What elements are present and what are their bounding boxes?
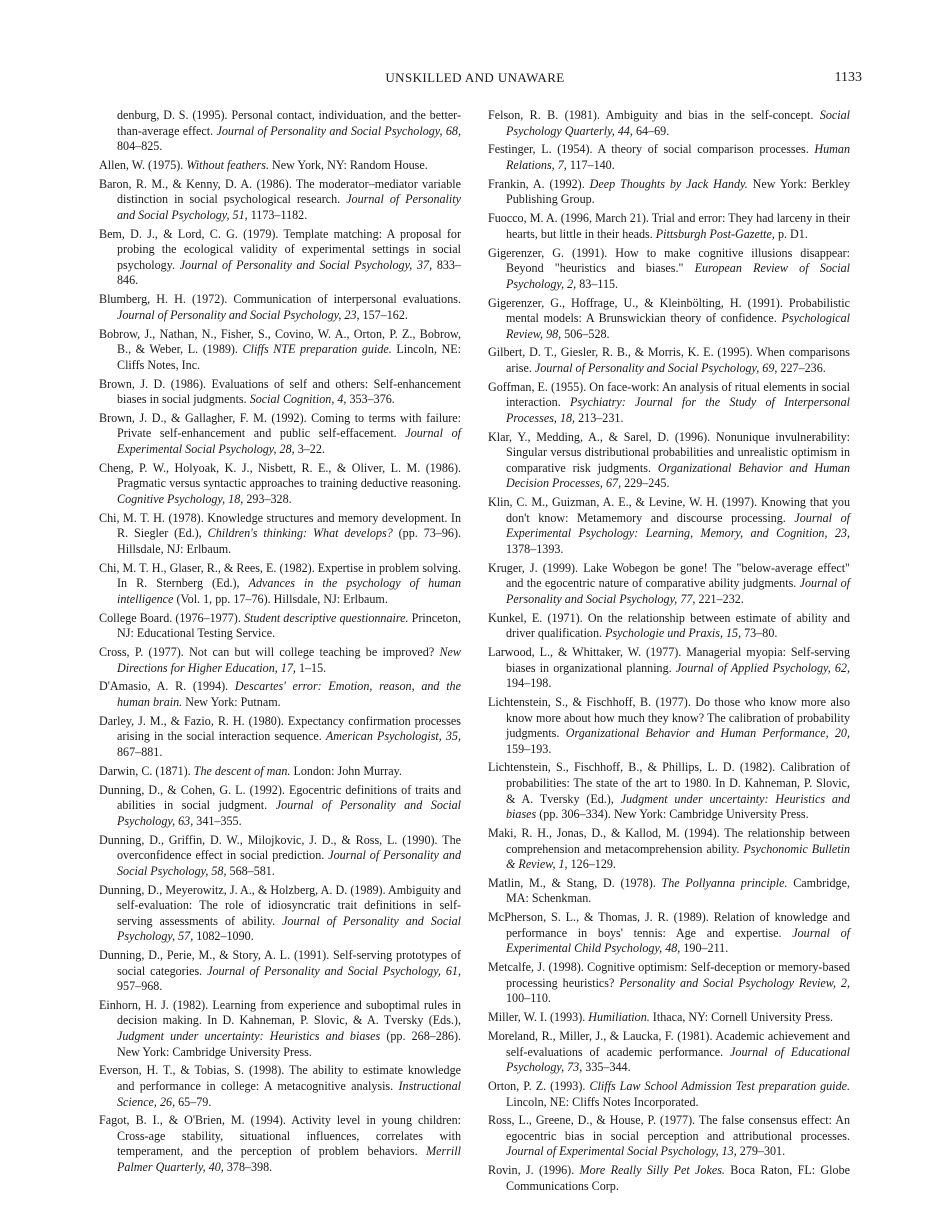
reference-entry: [99, 948, 461, 995]
reference-entry: [488, 177, 850, 208]
reference-text: Bem, D. J., & Lord, C. G. (1979). Template matching: A proposal for probing the ecological validity of experimental settings in social psychology.: [99, 226, 461, 272]
reference-source: Human Relations, 7,: [506, 142, 850, 172]
reference-source: Journal of Experimental Social Psychology, 28,: [117, 426, 461, 457]
reference-details: (pp. 306–334). New York: Cambridge University Press.: [536, 807, 809, 822]
reference-text: Klar, Y., Medding, A., & Sarel, D. (1996). Nonunique invulnerability: Singular versus distributional probabilities and unrealistic optimism in comparative risk judgments.: [488, 429, 850, 475]
reference-source: Journal of Personality and Social Psychology, 63,: [117, 798, 461, 828]
reference-text: Chi, M. T. H., Glaser, R., & Rees, E. (1982). Expertise in problem solving. In R. Sternberg (Ed.),: [99, 560, 461, 591]
reference-text: Blumberg, H. H. (1972). Communication of interpersonal evaluations.: [99, 292, 461, 307]
reference-details: Lincoln, NE: Cliffs Notes, Inc.: [117, 342, 461, 372]
reference-source: More Really Silly Pet Jokes.: [579, 1163, 725, 1178]
reference-details: 341–355.: [193, 813, 242, 828]
reference-source: Journal of Personality and Social Psychology, 57,: [117, 913, 462, 944]
reference-text: Rovin, J. (1996).: [488, 1163, 580, 1178]
reference-text: Felson, R. B. (1981). Ambiguity and bias in the self-concept.: [488, 108, 820, 122]
reference-details: Lincoln, NE: Cliffs Notes Incorporated.: [506, 1094, 699, 1109]
reference-entry: [99, 461, 461, 508]
reference-text: Larwood, L., & Whittaker, W. (1977). Managerial myopia: Self-serving biases in organizational planning.: [488, 645, 850, 675]
reference-text: Bobrow, J., Nathan, N., Fisher, S., Covino, W. A., Orton, P. Z., Bobrow, B., & Weber, L. (1989).: [99, 326, 461, 357]
reference-details: 157–162.: [359, 307, 408, 322]
reference-details: p. D1.: [774, 226, 808, 241]
reference-entry: [488, 108, 850, 139]
reference-details: 64–69.: [632, 123, 670, 138]
reference-text: Gigerenzer, G. (1991). How to make cognitive illusions disappear: Beyond "heuristics and biases.": [488, 245, 850, 276]
reference-text: Maki, R. H., Jonas, D., & Kallod, M. (1994). The relationship between comprehension and metacomprehension ability.: [488, 825, 850, 856]
reference-details: 227–236.: [777, 360, 826, 375]
reference-details: 378–398.: [223, 1159, 273, 1174]
reference-entry: [488, 876, 850, 907]
reference-text: Cheng, P. W., Holyoak, K. J., Nisbett, R. E., & Oliver, L. M. (1986). Pragmatic versus syntactic approaches to training deductive reasoning.: [99, 460, 461, 491]
reference-text: Matlin, M., & Stang, D. (1978).: [488, 875, 662, 890]
reference-entry: [488, 960, 850, 1007]
reference-entry: [99, 292, 461, 323]
reference-text: Darley, J. M., & Fazio, R. H. (1980). Expectancy confirmation processes arising in the social interaction sequence.: [99, 713, 461, 744]
reference-details: 293–328.: [243, 491, 292, 506]
reference-text: Gilbert, D. T., Giesler, R. B., & Morris, K. E. (1995). When comparisons arise.: [488, 345, 850, 375]
reference-source: Judgment under uncertainty: Heuristics and biases: [506, 791, 850, 822]
reference-details: 506–528.: [561, 326, 610, 341]
reference-source: Advances in the psychology of human intelligence: [117, 576, 461, 606]
reference-entry: [99, 227, 461, 289]
reference-details: 159–193.: [506, 741, 552, 756]
reference-entry: [488, 611, 850, 642]
reference-source: Judgment under uncertainty: Heuristics and biases: [117, 1029, 381, 1044]
reference-details: 73–80.: [741, 626, 778, 641]
reference-text: Miller, W. I. (1993).: [488, 1010, 589, 1025]
reference-details: 117–140.: [566, 157, 615, 172]
reference-details: 221–232.: [695, 591, 744, 606]
reference-source: Journal of Personality and Social Psychology, 69,: [534, 360, 778, 375]
reference-source: Psychological Review, 98,: [506, 311, 850, 341]
reference-source: Journal of Personality and Social Psychology, 61,: [207, 963, 461, 978]
reference-details: 83–115.: [576, 276, 619, 291]
reference-entry: [488, 695, 850, 757]
reference-entry: [99, 377, 461, 408]
reference-entry: [488, 1079, 850, 1110]
reference-source: Journal of Personality and Social Psychology, 23,: [117, 307, 360, 322]
reference-entry: [99, 764, 461, 780]
reference-source: Pittsburgh Post-Gazette,: [655, 226, 775, 241]
reference-entry: [488, 296, 850, 343]
reference-text: Goffman, E. (1955). On face-work: An analysis of ritual elements in social interaction.: [488, 379, 850, 410]
reference-text: Brown, J. D., & Gallagher, F. M. (1992). Coming to terms with failure: Private self-enhancement and public self-effacement.: [99, 410, 461, 441]
reference-text: Chi, M. T. H. (1978). Knowledge structures and memory development. In R. Siegler (Ed.),: [99, 510, 461, 541]
reference-entry: [488, 760, 850, 822]
reference-text: McPherson, S. L., & Thomas, J. R. (1989). Relation of knowledge and performance in boys' tennis: Age and expertise.: [488, 910, 850, 940]
reference-source: Journal of Experimental Child Psychology, 48,: [506, 925, 850, 956]
reference-source: Journal of Personality and Social Psychology, 37,: [179, 257, 433, 272]
reference-details: 957–968.: [117, 979, 163, 994]
reference-source: Cliffs Law School Admission Test preparation guide.: [589, 1078, 851, 1093]
reference-entry: [488, 1029, 850, 1076]
reference-details: 867–881.: [117, 744, 163, 759]
reference-text: Fuocco, M. A. (1996, March 21). Trial and error: They had larceny in their hearts, but little in their heads.: [488, 211, 850, 241]
reference-text: Festinger, L. (1954). A theory of social comparison processes.: [488, 142, 815, 157]
reference-entry: [99, 177, 461, 224]
reference-entry: [488, 1113, 850, 1160]
references-left-column: [99, 108, 461, 1179]
reference-source: Deep Thoughts by Jack Handy.: [589, 176, 748, 191]
reference-source: Cliffs NTE preparation guide.: [242, 342, 392, 357]
reference-entry: [488, 246, 850, 293]
reference-details: 353–376.: [346, 392, 395, 407]
reference-details: 833–846.: [117, 257, 462, 288]
reference-source: Journal of Applied Psychology, 62,: [675, 660, 850, 675]
references-right-column: [488, 108, 850, 1198]
reference-source: Journal of Personality and Social Psychology, 51,: [117, 192, 461, 222]
reference-source: Psychologie und Praxis, 15,: [605, 626, 742, 641]
reference-source: Journal of Personality and Social Psychology, 58,: [117, 848, 461, 878]
reference-source: Humiliation.: [588, 1010, 650, 1025]
reference-entry: [99, 883, 461, 945]
reference-source: Organizational Behavior and Human Decision Processes, 67,: [506, 460, 850, 491]
reference-source: Journal of Educational Psychology, 73,: [506, 1044, 850, 1075]
reference-entry: [99, 1063, 461, 1110]
reference-details: 1378–1393.: [506, 541, 564, 556]
reference-source: Student descriptive questionnaire.: [243, 610, 409, 625]
reference-entry: [99, 645, 461, 676]
reference-details: London: John Murray.: [290, 763, 402, 778]
reference-details: (pp. 73–96). Hillsdale, NJ: Erlbaum.: [117, 526, 461, 556]
reference-source: Instructional Science, 26,: [117, 1078, 461, 1109]
reference-text: Lichtenstein, S., Fischhoff, B., & Phillips, L. D. (1982). Calibration of probabilities: The state of the art to 1980. In D. Kahneman, P. Slovic, & A. Tversky (Ed.),: [488, 760, 850, 806]
reference-details: 804–825.: [117, 139, 163, 154]
reference-entry: [99, 833, 461, 880]
reference-details: 126–129.: [567, 857, 616, 872]
reference-entry: [488, 910, 850, 957]
reference-source: Psychonomic Bulletin & Review, 1,: [506, 841, 850, 872]
reference-text: Baron, R. M., & Kenny, D. A. (1986). The moderator–mediator variable distinction in social psychological research.: [99, 176, 461, 207]
reference-text: Klin, C. M., Guizman, A. E., & Levine, W. H. (1997). Knowing that you don't know: Metamemory and discourse processing.: [488, 495, 850, 525]
reference-text: Orton, P. Z. (1993).: [488, 1078, 590, 1093]
reference-details: Boca Raton, FL: Globe Communications Corp.: [506, 1163, 850, 1193]
reference-source: The descent of man.: [193, 763, 291, 778]
reference-details: 1173–1182.: [247, 207, 308, 222]
page-number: 1133: [834, 70, 862, 85]
reference-source: European Review of Social Psychology, 2,: [506, 261, 850, 291]
reference-text: Kruger, J. (1999). Lake Wobegon be gone! The "below-average effect" and the egocentric nature of comparative ability judgments.: [488, 560, 850, 591]
reference-details: 3–22.: [294, 442, 325, 457]
reference-entry: [488, 495, 850, 557]
reference-text: Lichtenstein, S., & Fischhoff, B. (1977). Do those who know more also know more about how much they know? The calibration of probability judgments.: [488, 695, 850, 741]
reference-entry: [99, 611, 461, 642]
reference-source: Social Cognition, 4,: [249, 392, 347, 407]
reference-text: Dunning, D., Meyerowitz, J. A., & Holzberg, A. D. (1989). Ambiguity and self-evaluation: The role of idiosyncratic trait definitions in self-serving assessments of ability.: [99, 882, 461, 928]
reference-source: Children's thinking: What develops?: [207, 526, 393, 541]
reference-text: Dunning, D., Perie, M., & Story, A. L. (1991). Self-serving prototypes of social categories.: [99, 947, 461, 978]
reference-details: 194–198.: [506, 676, 552, 691]
reference-details: 190–211.: [680, 941, 729, 956]
reference-details: Cambridge, MA: Schenkman.: [506, 875, 850, 906]
reference-source: New Directions for Higher Education, 17,: [117, 645, 461, 675]
reference-entry: [488, 561, 850, 608]
reference-entry: [99, 158, 461, 174]
reference-details: 100–110.: [506, 991, 551, 1006]
reference-text: Allen, W. (1975).: [99, 157, 187, 172]
reference-source: Psychiatry: Journal for the Study of Interpersonal Processes, 18,: [506, 395, 850, 425]
reference-details: 279–301.: [736, 1144, 786, 1159]
reference-entry: [99, 1113, 461, 1175]
reference-text: Ross, L., Greene, D., & House, P. (1977). The false consensus effect: An egocentric bias in social perception and attributional processes.: [488, 1113, 850, 1143]
reference-text: denburg, D. S. (1995). Personal contact, individuation, and the better-than-average effect.: [117, 108, 461, 138]
reference-entry: [488, 1010, 850, 1026]
reference-entry: [99, 714, 461, 761]
reference-source: Journal of Experimental Psychology: Learning, Memory, and Cognition, 23,: [506, 510, 850, 541]
reference-text: Einhorn, H. J. (1982). Learning from experience and suboptimal rules in decision making. In D. Kahneman, P. Slovic, & A. Tversky (Eds.),: [99, 997, 461, 1028]
reference-details: Ithaca, NY: Cornell University Press.: [649, 1010, 834, 1025]
reference-details: 335–344.: [582, 1060, 631, 1075]
reference-source: Without feathers.: [186, 157, 269, 172]
reference-text: Dunning, D., Griffin, D. W., Milojkovic, J. D., & Ross, L. (1990). The overconfidence effect in social prediction.: [99, 832, 461, 863]
reference-text: Cross, P. (1977). Not can but will college teaching be improved?: [99, 645, 440, 660]
reference-text: Everson, H. T., & Tobias, S. (1998). The ability to estimate knowledge and performance in college: A metacognitive analysis.: [99, 1063, 461, 1093]
reference-source: Social Psychology Quarterly, 44,: [506, 108, 850, 138]
reference-text: Brown, J. D. (1986). Evaluations of self and others: Self-enhancement biases in social judgments.: [99, 376, 461, 407]
reference-source: Personality and Social Psychology Review, 2,: [619, 975, 850, 990]
reference-details: (pp. 268–286). New York: Cambridge University Press.: [117, 1029, 461, 1059]
reference-details: 213–231.: [575, 410, 624, 425]
reference-details: (Vol. 1, pp. 17–76). Hillsdale, NJ: Erlbaum.: [173, 591, 388, 606]
reference-entry: [488, 1163, 850, 1194]
reference-entry: [488, 380, 850, 427]
reference-text: Darwin, C. (1871).: [99, 763, 194, 778]
reference-source: Descartes' error: Emotion, reason, and the human brain.: [117, 679, 461, 709]
reference-entry: [99, 561, 461, 608]
reference-text: Metcalfe, J. (1998). Cognitive optimism: Self-deception or memory-based processing heuristics?: [488, 960, 850, 990]
reference-text: Kunkel, E. (1971). On the relationship between estimate of ability and driver qualification.: [488, 610, 850, 641]
reference-details: Princeton, NJ: Educational Testing Service.: [117, 610, 462, 641]
reference-details: New York: Berkley Publishing Group.: [506, 176, 851, 207]
reference-entry: [99, 411, 461, 458]
reference-details: 568–581.: [226, 863, 275, 878]
reference-entry: [488, 645, 850, 692]
reference-source: Cognitive Psychology, 18,: [117, 491, 244, 506]
reference-entry: [488, 430, 850, 492]
reference-text: Moreland, R., Miller, J., & Laucka, F. (1981). Academic achievement and self-evaluations of academic performance.: [488, 1029, 850, 1059]
reference-source: American Psychologist, 35,: [325, 729, 462, 744]
reference-entry: [488, 345, 850, 376]
reference-text: Gigerenzer, G., Hoffrage, U., & Kleinbölting, H. (1991). Probabilistic mental models: A Brunswickian theory of confidence.: [488, 295, 850, 326]
reference-entry: [99, 998, 461, 1060]
reference-entry: [99, 679, 461, 710]
reference-source: The Pollyanna principle.: [661, 875, 788, 890]
reference-text: D'Amasio, A. R. (1994).: [99, 679, 235, 694]
reference-details: 65–79.: [175, 1094, 212, 1109]
reference-details: 229–245.: [621, 476, 670, 491]
reference-entry: [488, 142, 850, 173]
reference-source: Journal of Experimental Social Psychology, 13,: [506, 1144, 737, 1159]
reference-details: 1082–1090.: [193, 929, 254, 944]
reference-source: Journal of Personality and Social Psychology, 68,: [216, 123, 462, 138]
reference-details: 1–15.: [295, 660, 327, 675]
reference-entry: [99, 327, 461, 374]
reference-source: Merrill Palmer Quarterly, 40,: [117, 1144, 461, 1174]
reference-entry: [99, 108, 461, 155]
running-title: UNSKILLED AND UNAWARE: [385, 70, 565, 85]
reference-details: New York, NY: Random House.: [268, 157, 428, 172]
reference-entry: [488, 826, 850, 873]
reference-entry: [99, 783, 461, 830]
reference-entry: [99, 511, 461, 558]
reference-text: Frankin, A. (1992).: [488, 176, 590, 191]
reference-text: Dunning, D., & Cohen, G. L. (1992). Egocentric definitions of traits and abilities in social judgment.: [99, 782, 461, 813]
reference-source: Organizational Behavior and Human Performance, 20,: [565, 726, 850, 741]
reference-source: Journal of Personality and Social Psychology, 77,: [506, 576, 851, 606]
reference-text: Fagot, B. I., & O'Brien, M. (1994). Activity level in young children: Cross-age stability, situational influences, correlates with temperament, and the perception of problem behaviors.: [99, 1113, 461, 1159]
reference-text: College Board. (1976–1977).: [99, 610, 244, 625]
reference-entry: [488, 211, 850, 242]
reference-details: New York: Putnam.: [182, 695, 281, 709]
